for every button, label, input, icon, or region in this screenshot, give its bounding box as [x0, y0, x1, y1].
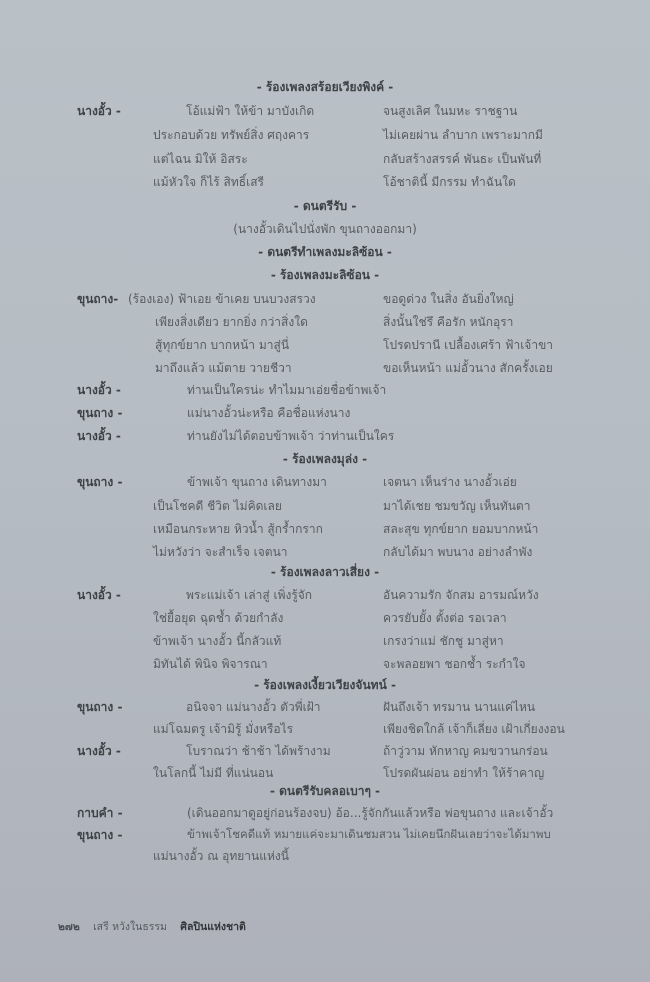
verse-line-right: โอ้ชาตินี้ มีกรรม ทำฉันใด: [383, 175, 516, 189]
verse-line-right: จะพลอยพา ชอกช้ำ ระกำใจ: [383, 657, 526, 671]
verse-line-right: เกรงว่าแม่ ชักชู มาสู่หา: [383, 634, 504, 648]
verse-line-right: สิ่งนั้นใช่รึ คือรัก หนักอุรา: [383, 315, 514, 329]
speaker-label: ขุนถาง -: [77, 475, 123, 489]
verse-line-left: ข้าพเจ้า ขุนถาง เดินทางมา: [187, 475, 327, 489]
speaker-label: นางอั้ว -: [77, 588, 121, 602]
verse-line-right: เพียงชิดใกล้ เจ้าก็เลี่ยง เฝ้าเกี่ยงงอน: [383, 722, 565, 736]
page-number: ๒๗๒: [58, 921, 80, 933]
verse-line-right: ถ้าวู่วาม หักหาญ คมขวานกร่อน: [383, 744, 548, 758]
speaker-label: นางอั้ว -: [77, 383, 121, 397]
speaker-label: นางอั้ว -: [77, 104, 121, 118]
speaker-label: นางอั้ว -: [77, 744, 121, 758]
verse-line-left: ในโลกนี้ ไม่มี ที่แน่นอน: [153, 766, 274, 780]
dialog-line: ท่านเป็นใครน่ะ ทำไมมาเอ่ยชื่อข้าพเจ้า: [187, 383, 387, 397]
verse-line-left: แม่โฉมตรู เจ้ามิรู้ มั่งหรือไร: [153, 722, 294, 736]
speaker-label: ขุนถาง -: [77, 828, 123, 842]
song-heading-ngiao-wiang-chan: - ร้องเพลงเงี้ยวเวียงจันทน์ -: [254, 678, 396, 692]
verse-line-left: โบราณว่า ช้าช้า ได้พร้างาม: [186, 744, 331, 758]
verse-line-right: โปรดผันผ่อน อย่าทำ ให้ร้าคาญ: [383, 766, 545, 780]
verse-line-left: ใช่ยื้อยุด ฉุดช้ำ ด้วยกำลัง: [153, 611, 284, 625]
music-cue-heading: - ดนตรีรับคลอเบาๆ -: [269, 784, 381, 798]
speaker-label: ขุนถาง-: [77, 292, 119, 306]
verse-line-left: เป็นโชคดี ชีวิต ไม่คิดเลย: [153, 499, 282, 513]
verse-line-right: อันความรัก จักสม อารมณ์หวัง: [383, 588, 539, 602]
song-heading-lao-siang: - ร้องเพลงลาวเสี่ยง -: [270, 565, 380, 579]
verse-line-right: มาได้เชย ชมขวัญ เห็นทันตา: [383, 499, 531, 513]
song-heading-mu-long: - ร้องเพลงมุล่ง -: [282, 452, 368, 466]
verse-line-right: กลับสร้างสรรค์ พันธะ เป็นพันที่: [383, 152, 542, 166]
verse-line-left: อนิจจา แม่นางอั้ว ตัวพี่เฝ้า: [186, 700, 321, 714]
verse-line-left: มิทันได้ พินิจ พิจารณา: [153, 657, 268, 671]
author-name: เสรี หวังในธรรม: [93, 921, 167, 933]
music-cue-heading: - ดนตรีรับ -: [293, 199, 357, 213]
verse-line-right: ไม่เคยผ่าน ลำบาก เพราะมากมี: [383, 128, 543, 142]
song-heading-mali-son: - ร้องเพลงมะลิซ้อน -: [270, 268, 380, 282]
verse-line-right: ควรยับยั้ง ตั้งต่อ รอเวลา: [383, 611, 507, 625]
dialog-line: แม่นางอั้วน่ะหรือ คือชื่อแห่งนาง: [187, 406, 351, 420]
verse-line-right: ฝันถึงเจ้า ทรมาน นานแค่ไหน: [383, 700, 536, 714]
verse-line-left: เพียงสิ่งเดียว ยากยิ่ง กว่าสิ่งใด: [155, 315, 308, 329]
verse-line-left: แต่ไฉน มิให้ อิสระ: [153, 152, 248, 166]
verse-line-right: ขอดูด่วง ในสิ่ง อันยิ่งใหญ่: [383, 292, 514, 306]
verse-line-right: เจตนา เห็นร่าง นางอั้วเอ่ย: [383, 475, 517, 489]
verse-line-right: จนสูงเลิศ ในมหะ ราชฐาน: [383, 104, 518, 118]
verse-line-left: ข้าพเจ้า นางอั้ว นี้กลัวแท้: [153, 634, 282, 648]
verse-line-left: เหมือนกระหาย หิวน้ำ สู้กร้ำกราก: [153, 522, 323, 536]
verse-line-left: แม้หัวใจ ก็ไร้ สิทธิ์เสรี: [153, 175, 264, 189]
page-footer: [58, 918, 246, 935]
verse-line-left: (ร้องเอง) ฟ้าเอย ข้าเคย บนบวงสรวง: [128, 292, 316, 306]
music-cue-heading: - ดนตรีทำเพลงมะลิซ้อน -: [258, 245, 392, 259]
verse-line-right: สละสุข ทุกข์ยาก ยอมบากหน้า: [383, 522, 539, 536]
stage-direction: (นางอั้วเดินไปนั่งพัก ขุนถางออกมา): [233, 222, 417, 236]
verse-line-left: ไม่หวังว่า จะสำเร็จ เจตนา: [153, 545, 288, 559]
speaker-label: นางอั้ว -: [77, 429, 121, 443]
dialog-line: ข้าพเจ้าโชคดีแท้ หมายแค่จะมาเดินชมสวน ไม่เคยนึกฝันเลยว่าจะได้มาพบ: [187, 827, 551, 841]
speaker-label: ขุนถาง -: [77, 406, 123, 420]
song-heading-soi-wiang-ping: - ร้องเพลงสร้อยเวียงพิงค์ -: [256, 80, 394, 94]
dialog-line: (เดินออกมาดูอยู่ก่อนร้องจบ) อ้อ...รู้จักกันแล้วหรือ พ่อขุนถาง และเจ้าอั้ว: [187, 806, 554, 820]
verse-line-left: มาถึงแล้ว แม้ตาย วายชีวา: [155, 361, 292, 375]
verse-line-right: ขอเห็นหน้า แม่อั้วนาง สักครั้งเอย: [383, 361, 553, 375]
verse-line-left: พระแม่เจ้า เล่าสู่ เพิ่งรู้จัก: [186, 588, 313, 602]
speaker-label: กาบคำ -: [77, 806, 123, 820]
verse-line-right: โปรดปรานี เปลื้องเศร้า ฟ้าเจ้าขา: [383, 338, 554, 352]
verse-line-left: สู้ทุกข์ยาก บากหน้า มาสู่นี่: [155, 338, 290, 352]
verse-line-left: โอ้แม่ฟ้า ให้ข้า มาบังเกิด: [186, 104, 315, 118]
speaker-label: ขุนถาง -: [77, 700, 123, 714]
book-title: ศิลปินแห่งชาติ: [180, 921, 246, 933]
verse-line-left: ประกอบด้วย ทรัพย์สิ่ง ศฤงคาร: [153, 128, 310, 142]
verse-line-right: กลับได้มา พบนาง อย่างลำพัง: [383, 545, 533, 559]
dialog-line: ท่านยังไม่ได้ตอบข้าพเจ้า ว่าท่านเป็นใคร: [187, 429, 395, 443]
dialog-line-continued: แม่นางอั้ว ณ อุทยานแห่งนี้: [153, 849, 289, 863]
